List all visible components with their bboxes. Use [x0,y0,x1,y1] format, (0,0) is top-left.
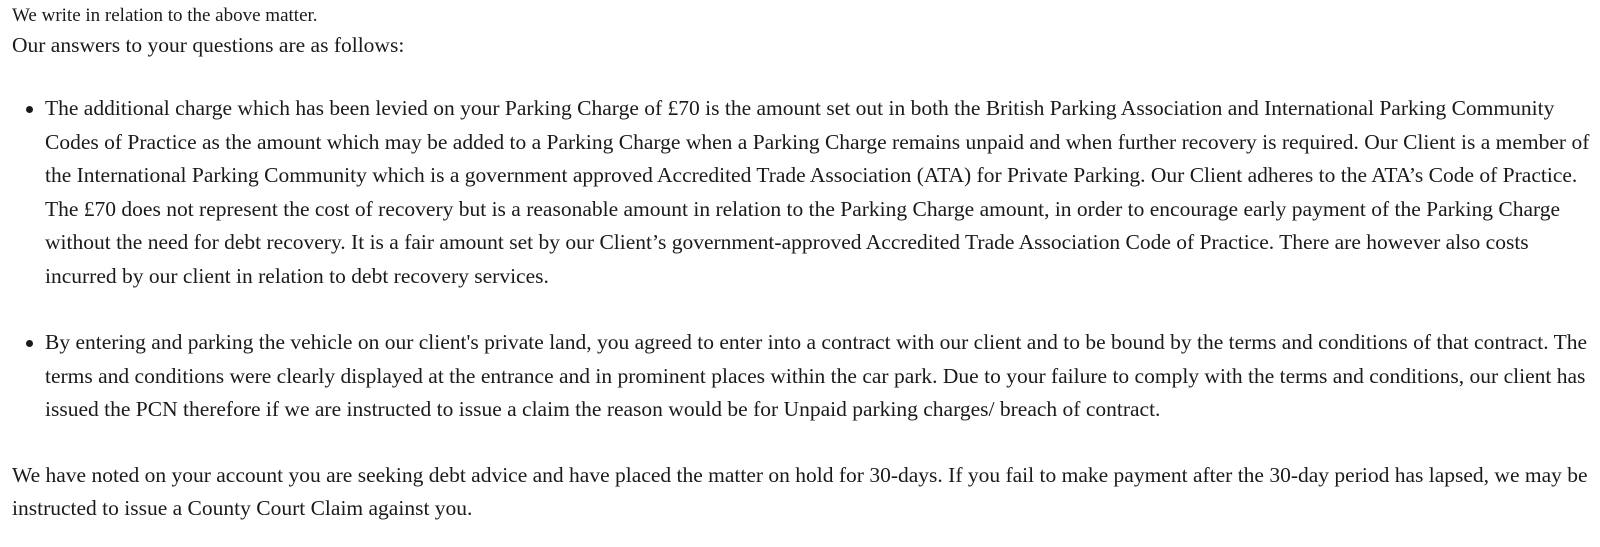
answer-text-additional-charge: The additional charge which has been levied on your Parking Charge of £70 is the amount set out in both the British Parking Association and International Parking Community Codes of Practice as the amount which may be added to a Parking Charge when a Parking Charge remains unpaid and when further recovery is required. Our Client is a member of the International Parking Community which is a government approved Accredited Trade Association (ATA) for Private Parking. Our Client adheres to the ATA’s Code of Practice. The £70 does not represent the cost of recovery but is a reasonable amount in relation to the Parking Charge amount, in order to encourage early payment of the Parking Charge without the need for debt recovery. It is a fair amount set by our Client’s government-approved Accredited Trade Association Code of Practice. There are however also costs incurred by our client in relation to debt recovery services. [45,96,1590,288]
answers-list [12,92,1590,427]
list-item [12,326,1590,427]
intro-line: We write in relation to the above matter. [12,5,318,26]
bullet-icon [26,106,33,113]
answer-text-contract: By entering and parking the vehicle on our client's private land, you agreed to enter into a contract with our client and to be bound by the terms and conditions of that contract. The terms and conditions were clearly displayed at the entrance and in prominent places within the car park. Due to your failure to comply with the terms and conditions, our client has issued the PCN therefore if we are instructed to issue a claim the reason would be for Unpaid parking charges/ breach of contract. [45,330,1588,421]
closing-paragraph: We have noted on your account you are seeking debt advice and have placed the matter on hold for 30-days. If you fail to make payment after the 30-day period has lapsed, we may be instructed to issue a County Court Claim against you. [12,462,1588,520]
lead-line: Our answers to your questions are as follows: [12,33,405,57]
list-item [12,92,1590,293]
letter-body [12,0,1590,526]
bullet-icon [26,340,33,347]
